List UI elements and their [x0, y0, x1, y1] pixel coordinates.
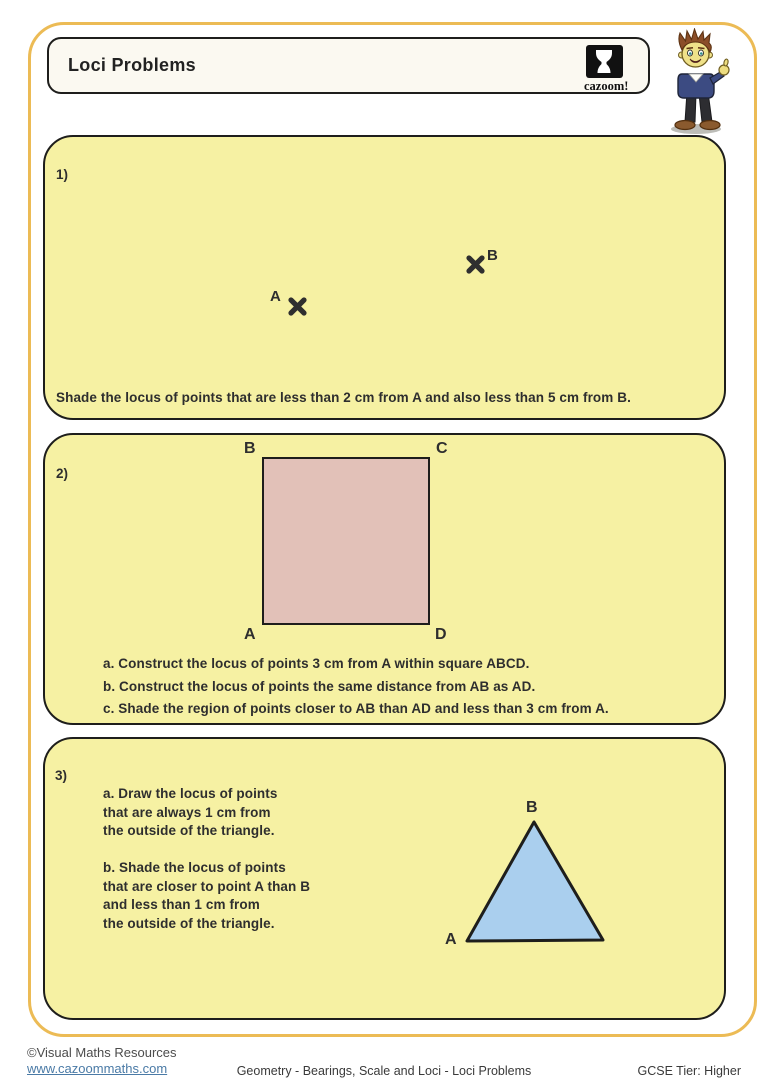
square-corner-b-label: B	[244, 440, 256, 457]
triangle-apex-b-label: B	[526, 799, 538, 816]
mascot-character	[658, 28, 733, 141]
point-a-cross-icon	[288, 297, 307, 316]
footer-topic: Geometry - Bearings, Scale and Loci - Loci Problems	[236, 1064, 532, 1078]
problem-3b-line-1: b. Shade the locus of points	[103, 860, 286, 875]
problem-2-number: 2)	[56, 466, 69, 481]
cazoom-logo-text: cazoom!	[584, 79, 629, 93]
problem-1-panel	[43, 135, 726, 420]
header-title-box	[47, 37, 650, 94]
problem-3b-line-3: and less than 1 cm from	[103, 897, 260, 912]
square-corner-c-label: C	[436, 440, 448, 457]
problem-2-instruction-c: c. Shade the region of points closer to AB than AD and less than 3 cm from A.	[103, 701, 609, 716]
square-corner-a-label: A	[244, 626, 256, 643]
problem-3a-line-2: that are always 1 cm from	[103, 804, 271, 820]
point-a-label: A	[270, 288, 281, 305]
cazoom-logo-icon	[586, 45, 623, 78]
cazoom-logo	[584, 45, 629, 94]
footer-copyright: ©Visual Maths Resources	[27, 1045, 177, 1060]
mascot-boy-icon	[658, 28, 733, 136]
problem-3-instruction-a	[103, 785, 277, 841]
triangle-ab	[440, 795, 620, 950]
footer-gcse-tier: GCSE Tier: Higher	[637, 1064, 741, 1078]
problem-3a-line-1: a. Draw the locus of points	[103, 786, 278, 801]
problem-3b-line-4: the outside of the triangle.	[103, 915, 275, 931]
problem-2-instruction-b: b. Construct the locus of points the same distance from AB as AD.	[103, 678, 536, 694]
footer-website-link[interactable]: www.cazoommaths.com	[27, 1061, 168, 1076]
square-abcd	[262, 457, 430, 625]
problem-2-instructions	[103, 653, 609, 721]
square-corner-d-label: D	[435, 626, 447, 643]
page-title: Loci Problems	[68, 55, 196, 75]
point-b-cross-icon	[466, 255, 485, 274]
problem-3-number: 3)	[55, 768, 68, 783]
problem-1-caption: Shade the locus of points that are less than 2 cm from A and also less than 5 cm from B.	[56, 390, 631, 405]
problem-3b-line-2: that are closer to point A than B	[103, 878, 311, 894]
point-b-label: B	[487, 247, 498, 264]
problem-2-instruction-a: a. Construct the locus of points 3 cm from A within square ABCD.	[103, 656, 530, 671]
triangle-bottom-a-label: A	[445, 931, 457, 948]
problem-1-number: 1)	[56, 167, 69, 182]
problem-3a-line-3: the outside of the triangle.	[103, 823, 275, 838]
problem-3-instruction-b	[103, 859, 310, 933]
